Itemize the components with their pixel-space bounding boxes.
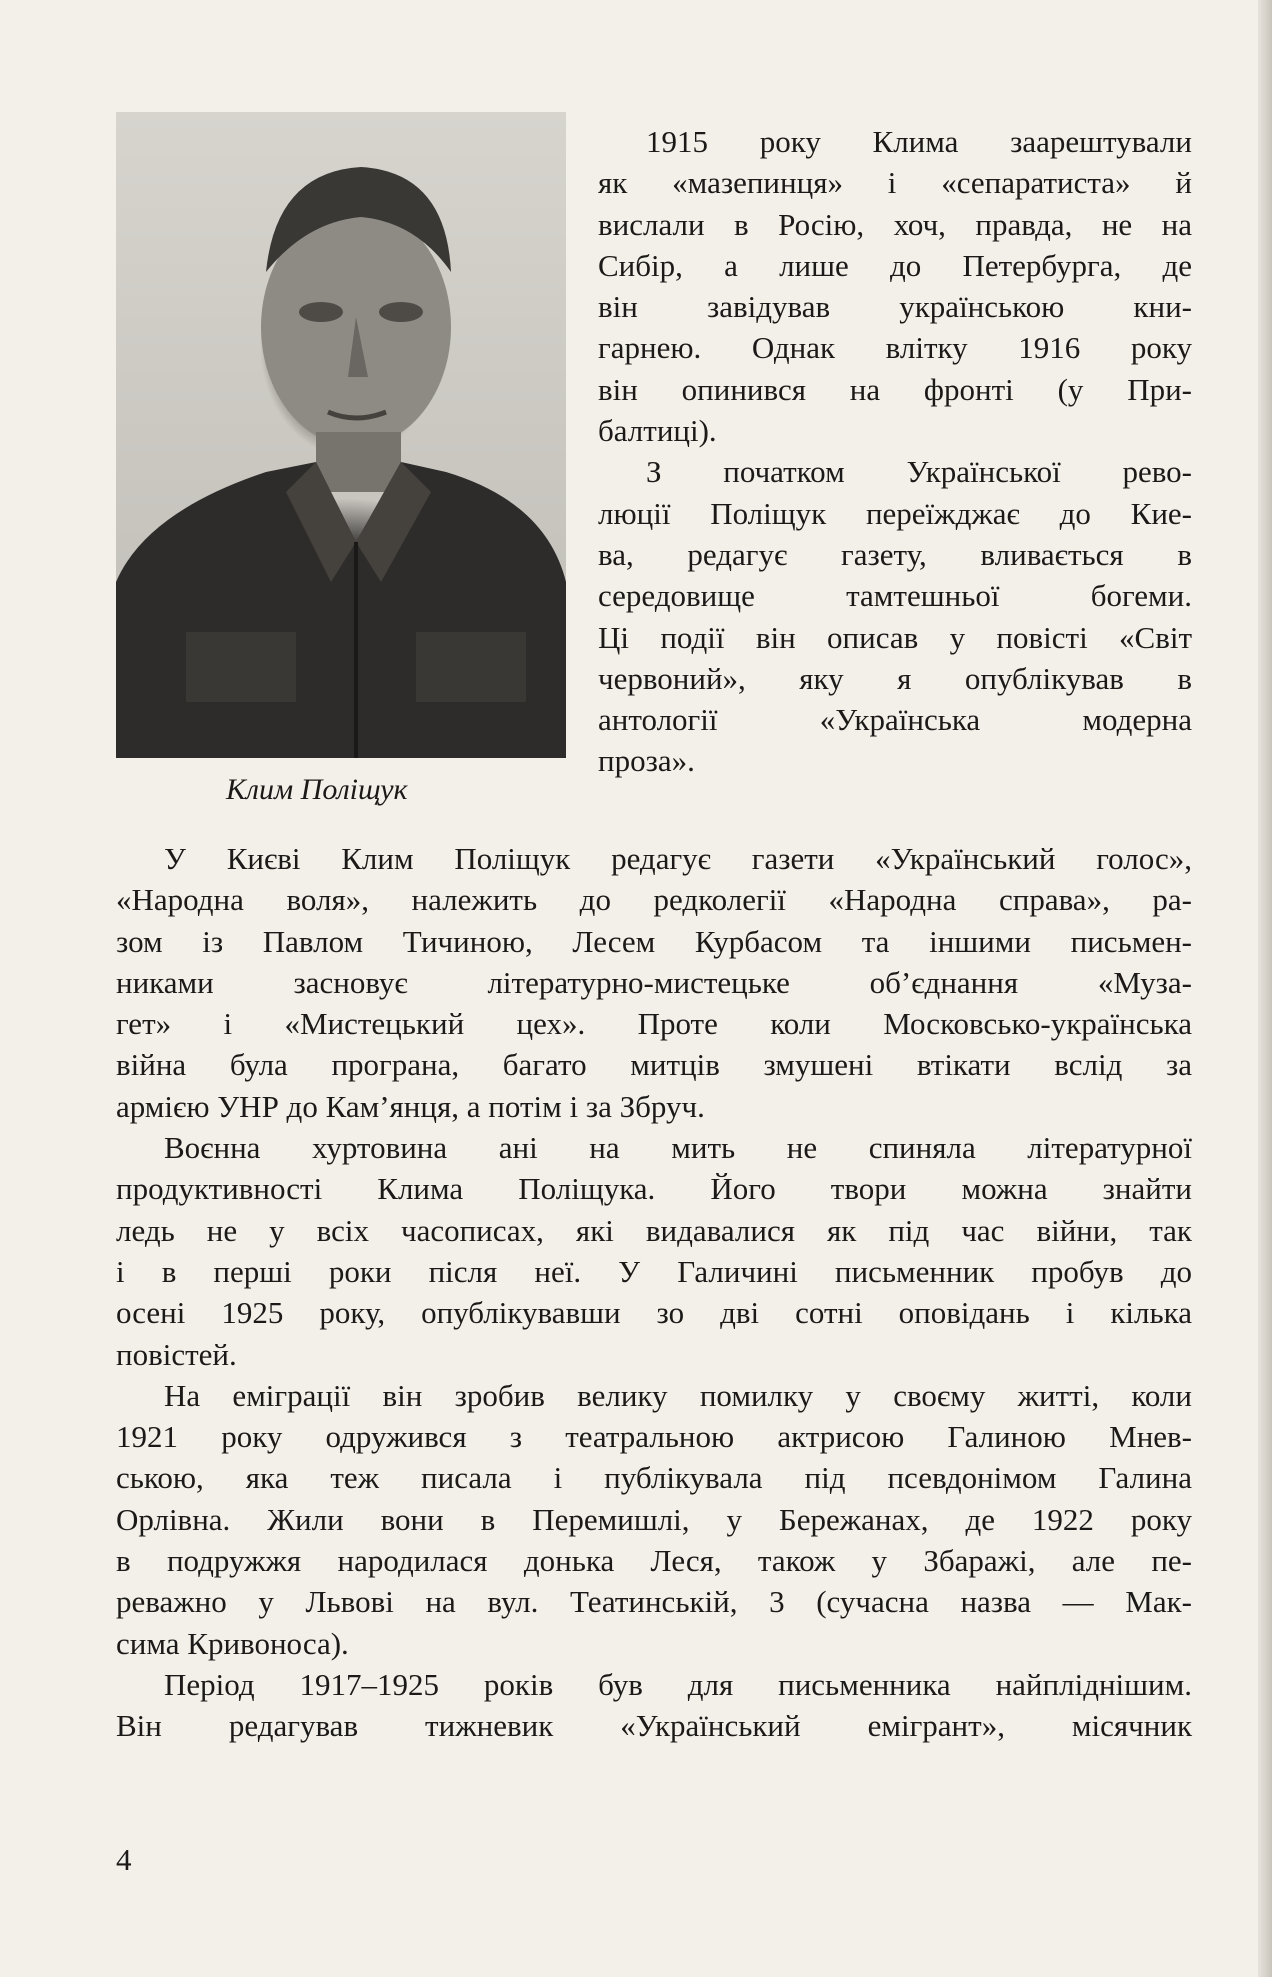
text-line: антології «Українська модерна bbox=[598, 702, 1192, 738]
text-line: Воєнна хуртовина ані на мить не спиняла літературної bbox=[164, 1130, 1192, 1166]
text-line: продуктивності Клима Поліщука. Його твори можна знайти bbox=[116, 1171, 1192, 1207]
text-line: і в перші роки після неї. У Галичині письменник пробув до bbox=[116, 1253, 1192, 1289]
text-line: никами засновує літературно-мистецьке об’єднання «Муза- bbox=[116, 964, 1192, 1000]
text-line: 1921 року одружився з театральною актрисою Галиною Мнев- bbox=[116, 1419, 1192, 1455]
page-number: 4 bbox=[116, 1842, 132, 1877]
text-line: Він редагував тижневик «Український емігрант», місячник bbox=[116, 1708, 1192, 1744]
text-line: Сибір, а лише до Петербурга, де bbox=[598, 247, 1192, 283]
text-line: війна була програна, багато митців змушені втікати вслід за bbox=[116, 1047, 1192, 1083]
right-column-text bbox=[598, 121, 1192, 782]
text-line: вислали в Росію, хоч, правда, не на bbox=[598, 206, 1192, 242]
text-line: гет» і «Мистецький цех». Проте коли Московсько-українська bbox=[116, 1006, 1192, 1042]
text-line: З початком Української рево- bbox=[646, 454, 1192, 490]
text-line: реважно у Львові на вул. Театинській, 3 (сучасна назва — Мак- bbox=[116, 1584, 1192, 1620]
text-line: 1915 року Клима заарештували bbox=[646, 124, 1192, 159]
text-line: як «мазепинця» і «сепаратиста» й bbox=[598, 165, 1192, 201]
full-column-text bbox=[116, 838, 1192, 1747]
page-edge bbox=[1258, 0, 1272, 1977]
text-line: зом із Павлом Тичиною, Лесем Курбасом та іншими письмен- bbox=[116, 923, 1192, 959]
text-line: проза». bbox=[598, 743, 695, 779]
portrait-photo bbox=[116, 112, 566, 758]
text-line: червоний», яку я опублікував в bbox=[598, 660, 1192, 696]
text-line: в подружжя народилася донька Леся, також у Збаражі, але пе- bbox=[116, 1543, 1192, 1579]
text-line: армією УНР до Кам’янця, а потім і за Збруч. bbox=[116, 1088, 705, 1124]
text-line: середовище тамтешньої богеми. bbox=[598, 578, 1192, 614]
text-line: На еміграції він зробив велику помилку у своєму житті, коли bbox=[164, 1377, 1192, 1413]
text-line: повістей. bbox=[116, 1336, 237, 1372]
text-line: «Народна воля», належить до редколегії «Народна справа», ра- bbox=[116, 882, 1192, 918]
text-line: балтиці). bbox=[598, 413, 717, 449]
text-line: ва, редагує газету, вливається в bbox=[598, 536, 1192, 572]
text-line: ледь не у всіх часописах, які видавалися як під час війни, так bbox=[116, 1212, 1192, 1248]
text-line: сима Кривоноса). bbox=[116, 1625, 349, 1661]
text-line: осені 1925 року, опублікувавши зо дві сотні оповідань і кілька bbox=[116, 1295, 1192, 1331]
photo-caption: Клим Поліщук bbox=[226, 773, 408, 806]
text-line: люції Поліщук переїжджає до Кие- bbox=[598, 495, 1192, 531]
text-line: У Києві Клим Поліщук редагує газети «Український голос», bbox=[164, 841, 1192, 876]
text-line: Орлівна. Жили вони в Перемишлі, у Бережанах, де 1922 року bbox=[116, 1501, 1192, 1537]
text-line: він опинився на фронті (у При- bbox=[598, 371, 1192, 407]
text-line: Ці події він описав у повісті «Світ bbox=[598, 619, 1192, 655]
text-line: він завідував українською кни- bbox=[598, 289, 1192, 325]
text-line: Період 1917–1925 років був для письменника найпліднішим. bbox=[164, 1666, 1192, 1702]
text-line: гарнею. Однак влітку 1916 року bbox=[598, 330, 1192, 366]
text-line: ською, яка теж писала і публікувала під псевдонімом Галина bbox=[116, 1460, 1192, 1496]
